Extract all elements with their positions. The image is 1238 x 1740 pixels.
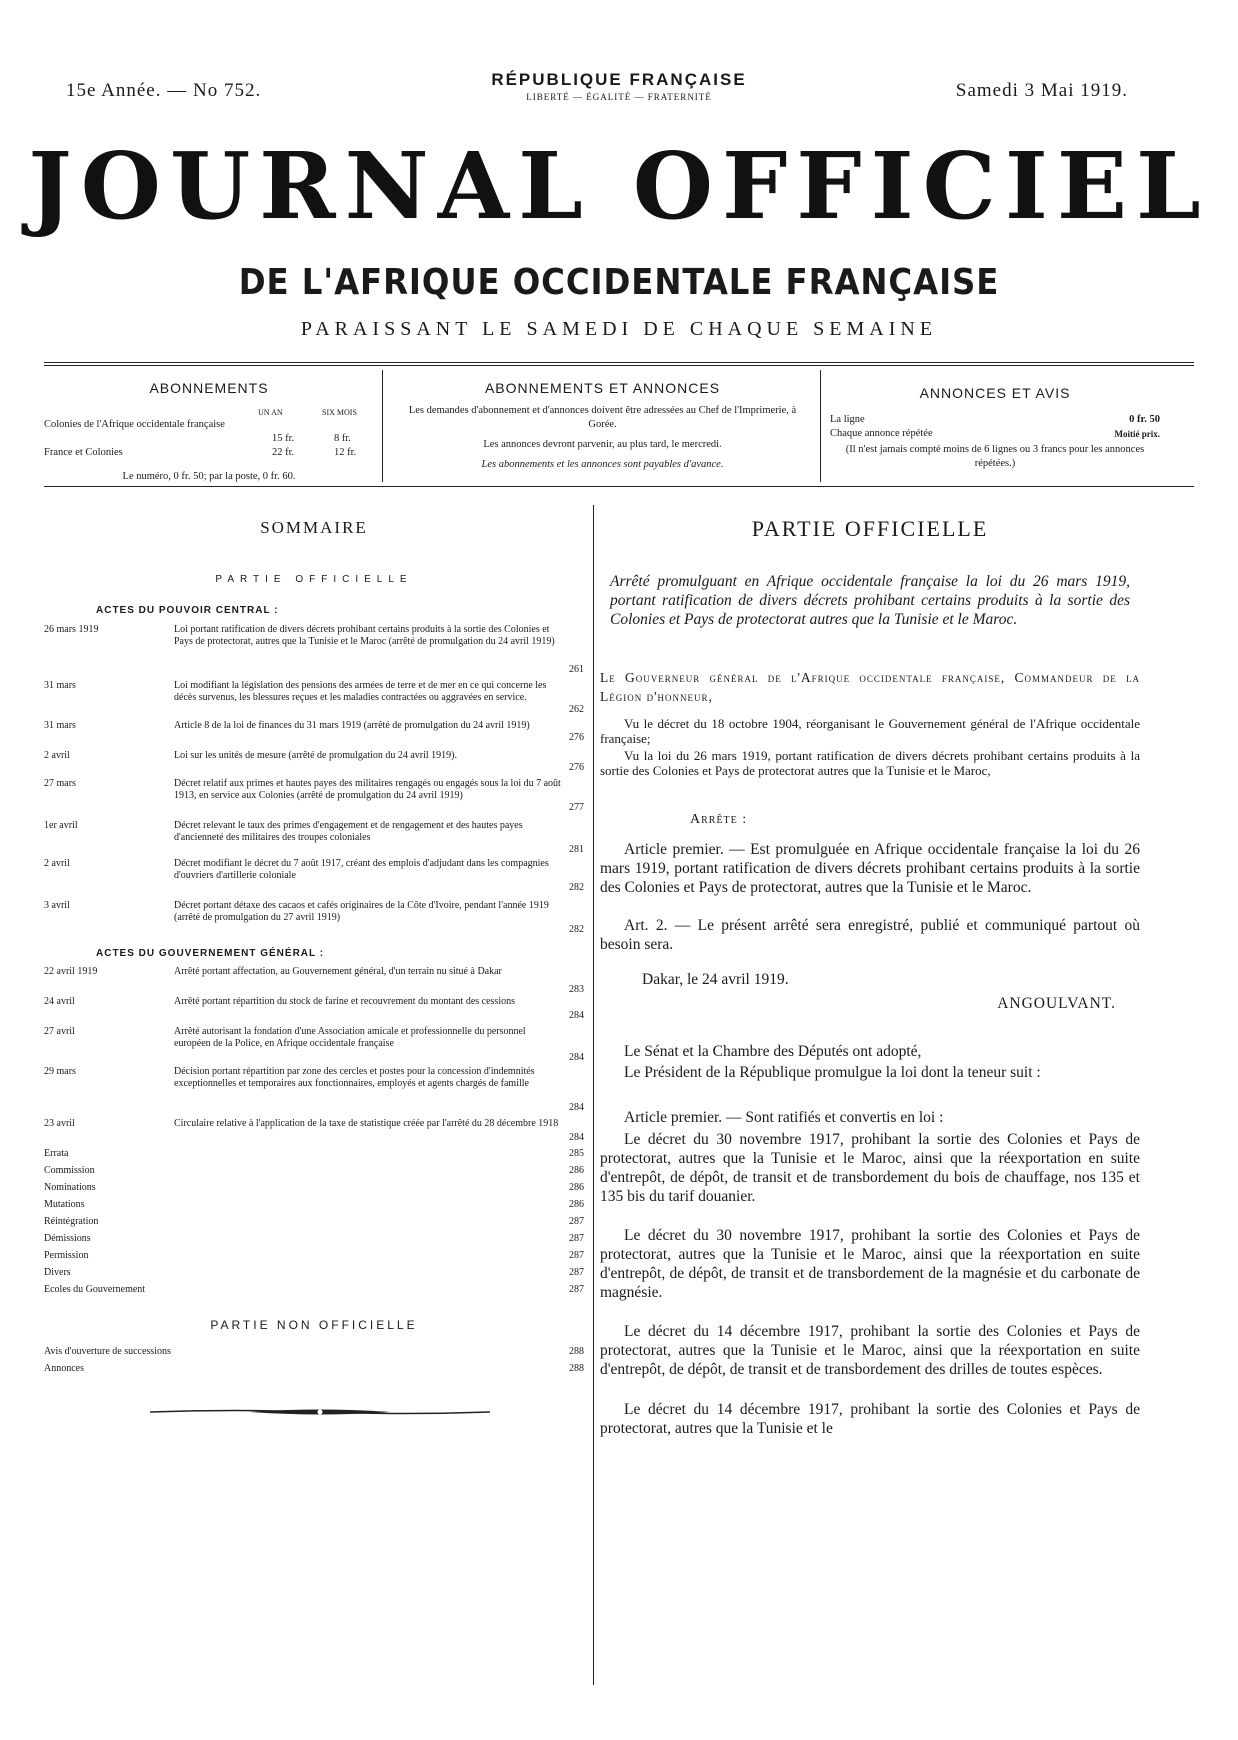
- notice-repeat-label: Chaque annonce répétée: [830, 428, 933, 439]
- notices-box: [830, 385, 1160, 471]
- toc-date: 27 mars: [44, 778, 76, 789]
- misc-page: 286: [569, 1199, 584, 1210]
- toc-page: 262: [569, 704, 584, 715]
- misc-page: 287: [569, 1250, 584, 1261]
- notice-note: (Il n'est jamais compté moins de 6 lignes ou 3 francs pour les annonces répétées.): [845, 444, 1145, 469]
- central-acts-title: ACTES DU POUVOIR CENTRAL :: [96, 605, 279, 616]
- toc-text: Circulaire relative à l'application de la taxe de statistique créée par l'arrêté du 28 décembre 1918: [174, 1118, 559, 1129]
- masthead-subtitle: DE L'AFRIQUE OCCIDENTALE FRANÇAISE: [238, 262, 1000, 303]
- column-divider: [593, 505, 594, 1685]
- misc-label: Commission: [44, 1165, 95, 1176]
- box-divider-1: [382, 370, 383, 482]
- row2-six: 12 fr.: [334, 447, 357, 458]
- decree-paragraph-4: Le décret du 14 décembre 1917, prohibant la sortie des Colonies et Pays de protectorat, autres que la Tunisie et le: [600, 1401, 1140, 1437]
- subscriptions-title: ABONNEMENTS: [149, 380, 269, 396]
- misc-label: Permission: [44, 1250, 89, 1261]
- row1-year: 15 fr.: [272, 433, 295, 444]
- nonofficial-row: [44, 1363, 584, 1375]
- misc-page: 287: [569, 1233, 584, 1244]
- ads-line3: Les abonnements et les annonces sont payables d'avance.: [481, 459, 724, 470]
- header-rule-bottom: [44, 486, 1194, 487]
- toc-date: 2 avril: [44, 858, 70, 869]
- ornament-divider: [150, 1406, 490, 1418]
- toc-text: Arrêté autorisant la fondation d'une Association amicale et professionnelle du personnel européen de la Police, en Afrique occidentale française: [174, 1026, 526, 1049]
- toc-text: Décret relatif aux primes et hautes payes des militaires rengagés ou engagés sous la loi du 7 août 1913, en service aux Colonies (arrêté de promulgation du 24 avril 1919): [174, 778, 561, 801]
- misc-row: [44, 1233, 584, 1245]
- toc-page: 282: [569, 924, 584, 935]
- general-acts-title: ACTES DU GOUVERNEMENT GÉNÉRAL :: [96, 948, 325, 959]
- signature: ANGOULVANT.: [997, 995, 1116, 1012]
- toc-page: 284: [569, 1132, 584, 1143]
- toc-date: 3 avril: [44, 900, 70, 911]
- senate-adopted: Le Sénat et la Chambre des Députés ont adopté,: [624, 1043, 922, 1060]
- toc-text: Décret portant détaxe des cacaos et cafés originaires de la Côte d'Ivoire, pendant l'année 1919 (arrêté de promulgation du 27 avril 1919): [174, 900, 549, 923]
- toc-date: 29 mars: [44, 1066, 76, 1077]
- place-date: Dakar, le 24 avril 1919.: [642, 971, 789, 988]
- nonofficial-label: Avis d'ouverture de successions: [44, 1346, 171, 1357]
- misc-label: Divers: [44, 1267, 71, 1278]
- law-article-1: Article premier. — Sont ratifiés et convertis en loi :: [624, 1109, 944, 1126]
- vu-decree-1904: Vu le décret du 18 octobre 1904, réorganisant le Gouvernement général de l'Afrique occidentale française;: [600, 716, 1140, 746]
- misc-row: [44, 1284, 584, 1296]
- decree-title: Arrêté promulguant en Afrique occidentale française la loi du 26 mars 1919, portant ratification de divers décrets prohibant certains produits à la sortie des Colonies et Pays de protectorat autres que la Tunisie et le Maroc.: [610, 573, 1130, 628]
- governor-preamble: Le Gouverneur général de l'Afrique occidentale française, Commandeur de la Légion d'honneur,: [600, 670, 1140, 704]
- misc-label: Errata: [44, 1148, 69, 1159]
- toc-page: 261: [569, 664, 584, 675]
- toc-text: Loi portant ratification de divers décrets prohibant certains produits à la sortie des Colonies et Pays de protectorat, autres que la Tunisie et le Maroc (arrêté de promulgation du 24 avril 1919): [174, 624, 555, 647]
- notices-title: ANNONCES ET AVIS: [919, 385, 1071, 401]
- row2-label: France et Colonies: [44, 447, 123, 458]
- toc-text: Décision portant répartition par zone des cercles et postes pour la concession d'indemnités exceptionnelles et temporaires aux fonctionnaires, employés et agents chargés de famille: [174, 1066, 535, 1089]
- misc-row: [44, 1148, 584, 1160]
- masthead-periodicity: PARAISSANT LE SAMEDI DE CHAQUE SEMAINE: [300, 318, 938, 340]
- official-title: PARTIE OFFICIELLE: [751, 516, 989, 541]
- summary-part-official: PARTIE OFFICIELLE: [215, 574, 413, 585]
- toc-text: Loi sur les unités de mesure (arrêté de promulgation du 24 avril 1919).: [174, 750, 457, 761]
- decree-paragraph-3: Le décret du 14 décembre 1917, prohibant la sortie des Colonies et Pays de protectorat, autres que la Tunisie et le Maroc, ainsi que la réexportation en suite d'entrepôt, de dépôt, de transit et de transbordement des drilles de toutes espèces.: [600, 1323, 1140, 1378]
- toc-text: Décret modifiant le décret du 7 août 1917, créant des emplois d'adjudant dans les compagnies d'ouvriers d'artillerie coloniale: [174, 858, 549, 881]
- misc-label: Mutations: [44, 1199, 85, 1210]
- misc-label: Réintégration: [44, 1216, 99, 1227]
- toc-date: 24 avril: [44, 996, 75, 1007]
- ads-box: [400, 380, 805, 472]
- misc-page: 287: [569, 1216, 584, 1227]
- toc-page: 284: [569, 1010, 584, 1021]
- misc-row: [44, 1182, 584, 1194]
- row2-year: 22 fr.: [272, 447, 295, 458]
- toc-page: 284: [569, 1052, 584, 1063]
- misc-page: 286: [569, 1182, 584, 1193]
- ads-title: ABONNEMENTS ET ANNONCES: [484, 380, 721, 396]
- toc-page: 276: [569, 732, 584, 743]
- misc-page: 286: [569, 1165, 584, 1176]
- notice-repeat-price: Moitié prix.: [1114, 429, 1160, 439]
- summary-part-nonofficial: PARTIE NON OFFICIELLE: [210, 1318, 418, 1332]
- misc-label: Ecoles du Gouvernement: [44, 1284, 146, 1295]
- nonofficial-page: 288: [569, 1363, 584, 1374]
- issue-date: Samedi 3 Mai 1919.: [955, 80, 1128, 101]
- president-promulgates: Le Président de la République promulgue la loi dont la teneur suit :: [624, 1064, 1041, 1081]
- nonofficial-label: Annonces: [44, 1363, 84, 1374]
- toc-date: 31 mars: [44, 680, 76, 691]
- article-1: Article premier. — Est promulguée en Afrique occidentale française la loi du 26 mars 1919, portant ratification de divers décrets prohibant certains produits à la sortie des Colonies et Pays de protectorat, autres que la Tunisie et le Maroc.: [600, 841, 1140, 896]
- misc-page: 285: [569, 1148, 584, 1159]
- toc-page: 276: [569, 762, 584, 773]
- toc-page: 284: [569, 1102, 584, 1113]
- numero-price: Le numéro, 0 fr. 50; par la poste, 0 fr. 60.: [122, 471, 296, 482]
- toc-date: 2 avril: [44, 750, 70, 761]
- toc-date: 26 mars 1919: [44, 624, 99, 635]
- ads-line2: Les annonces devront parvenir, au plus tard, le mercredi.: [483, 439, 722, 450]
- vu-law-1919: Vu la loi du 26 mars 1919, portant ratification de divers décrets prohibant certains produits à la sortie des Colonies et Pays de protectorat autres que la Tunisie et le Maroc,: [600, 748, 1140, 778]
- misc-page: 287: [569, 1284, 584, 1295]
- row1-label: Colonies de l'Afrique occidentale française: [44, 419, 225, 430]
- decree-paragraph-1: Le décret du 30 novembre 1917, prohibant la sortie des Colonies et Pays de protectorat, autres que la Tunisie et le Maroc, ainsi que la réexportation en suite d'entrepôt, de dépôt, de transit et de transbordement du bois de chauffage, nos 135 et 135 bis du tarif douanier.: [600, 1131, 1140, 1205]
- toc-page: 283: [569, 984, 584, 995]
- header-rule-top: [44, 362, 1194, 363]
- toc-date: 1er avril: [44, 820, 78, 831]
- subscriptions-box: [44, 380, 374, 484]
- notice-line-price: 0 fr. 50: [1129, 414, 1160, 425]
- toc-text: Décret relevant le taux des primes d'engagement et de rengagement et des hautes payes d'ancienneté des militaires des troupes coloniales: [174, 820, 523, 843]
- col-six: SIX MOIS: [322, 408, 357, 417]
- masthead-title: JOURNAL OFFICIEL: [28, 132, 1210, 240]
- notice-line-label: La ligne: [830, 414, 865, 425]
- toc-page: 281: [569, 844, 584, 855]
- nonofficial-page: 288: [569, 1346, 584, 1357]
- toc-date: 23 avril: [44, 1118, 75, 1129]
- toc-date: 31 mars: [44, 720, 76, 731]
- summary-title: SOMMAIRE: [260, 518, 368, 537]
- misc-label: Nominations: [44, 1182, 96, 1193]
- toc-text: Arrêté portant répartition du stock de farine et recouvrement du montant des cessions: [174, 996, 515, 1007]
- ads-line1: Les demandes d'abonnement et d'annonces doivent être adressées au Chef de l'Imprimerie, à Gorée.: [408, 405, 797, 430]
- box-divider-2: [820, 370, 821, 482]
- misc-row: [44, 1216, 584, 1228]
- toc-page: 277: [569, 802, 584, 813]
- header-rule-top-2: [44, 365, 1194, 366]
- misc-row: [44, 1199, 584, 1211]
- toc-date: 22 avril 1919: [44, 966, 98, 977]
- col-year: UN AN: [258, 408, 283, 417]
- toc-text: Loi modifiant la législation des pensions des armées de terre et de mer en ce qui concerne les décès survenus, les blessures reçues et les maladies contractées ou aggravées en service.: [174, 680, 547, 703]
- misc-page: 287: [569, 1267, 584, 1278]
- toc-text: Article 8 de la loi de finances du 31 mars 1919 (arrêté de promulgation du 24 avril 1919): [174, 720, 530, 731]
- nonofficial-row: [44, 1346, 584, 1358]
- misc-row: [44, 1165, 584, 1177]
- toc-date: 27 avril: [44, 1026, 75, 1037]
- issue-number: 15e Année. — No 752.: [66, 80, 262, 101]
- misc-row: [44, 1250, 584, 1262]
- misc-label: Démissions: [44, 1233, 91, 1244]
- row1-six: 8 fr.: [334, 433, 351, 444]
- misc-row: [44, 1267, 584, 1279]
- toc-text: Arrêté portant affectation, au Gouvernement général, d'un terrain nu situé à Dakar: [174, 966, 502, 977]
- arrete-heading: Arrête :: [690, 812, 748, 827]
- decree-paragraph-2: Le décret du 30 novembre 1917, prohibant la sortie des Colonies et Pays de protectorat, autres que la Tunisie et le Maroc, ainsi que la réexportation en suite d'entrepôt, de dépôt, de transit et de transbordement de la magnésie et du carbonate de magnésie.: [600, 1227, 1140, 1301]
- republic-title: RÉPUBLIQUE FRANÇAISE: [491, 70, 747, 89]
- toc-page: 282: [569, 882, 584, 893]
- republic-motto: LIBERTÉ — ÉGALITÉ — FRATERNITÉ: [526, 92, 712, 102]
- article-2: Art. 2. — Le présent arrêté sera enregistré, publié et communiqué partout où besoin sera.: [600, 917, 1140, 953]
